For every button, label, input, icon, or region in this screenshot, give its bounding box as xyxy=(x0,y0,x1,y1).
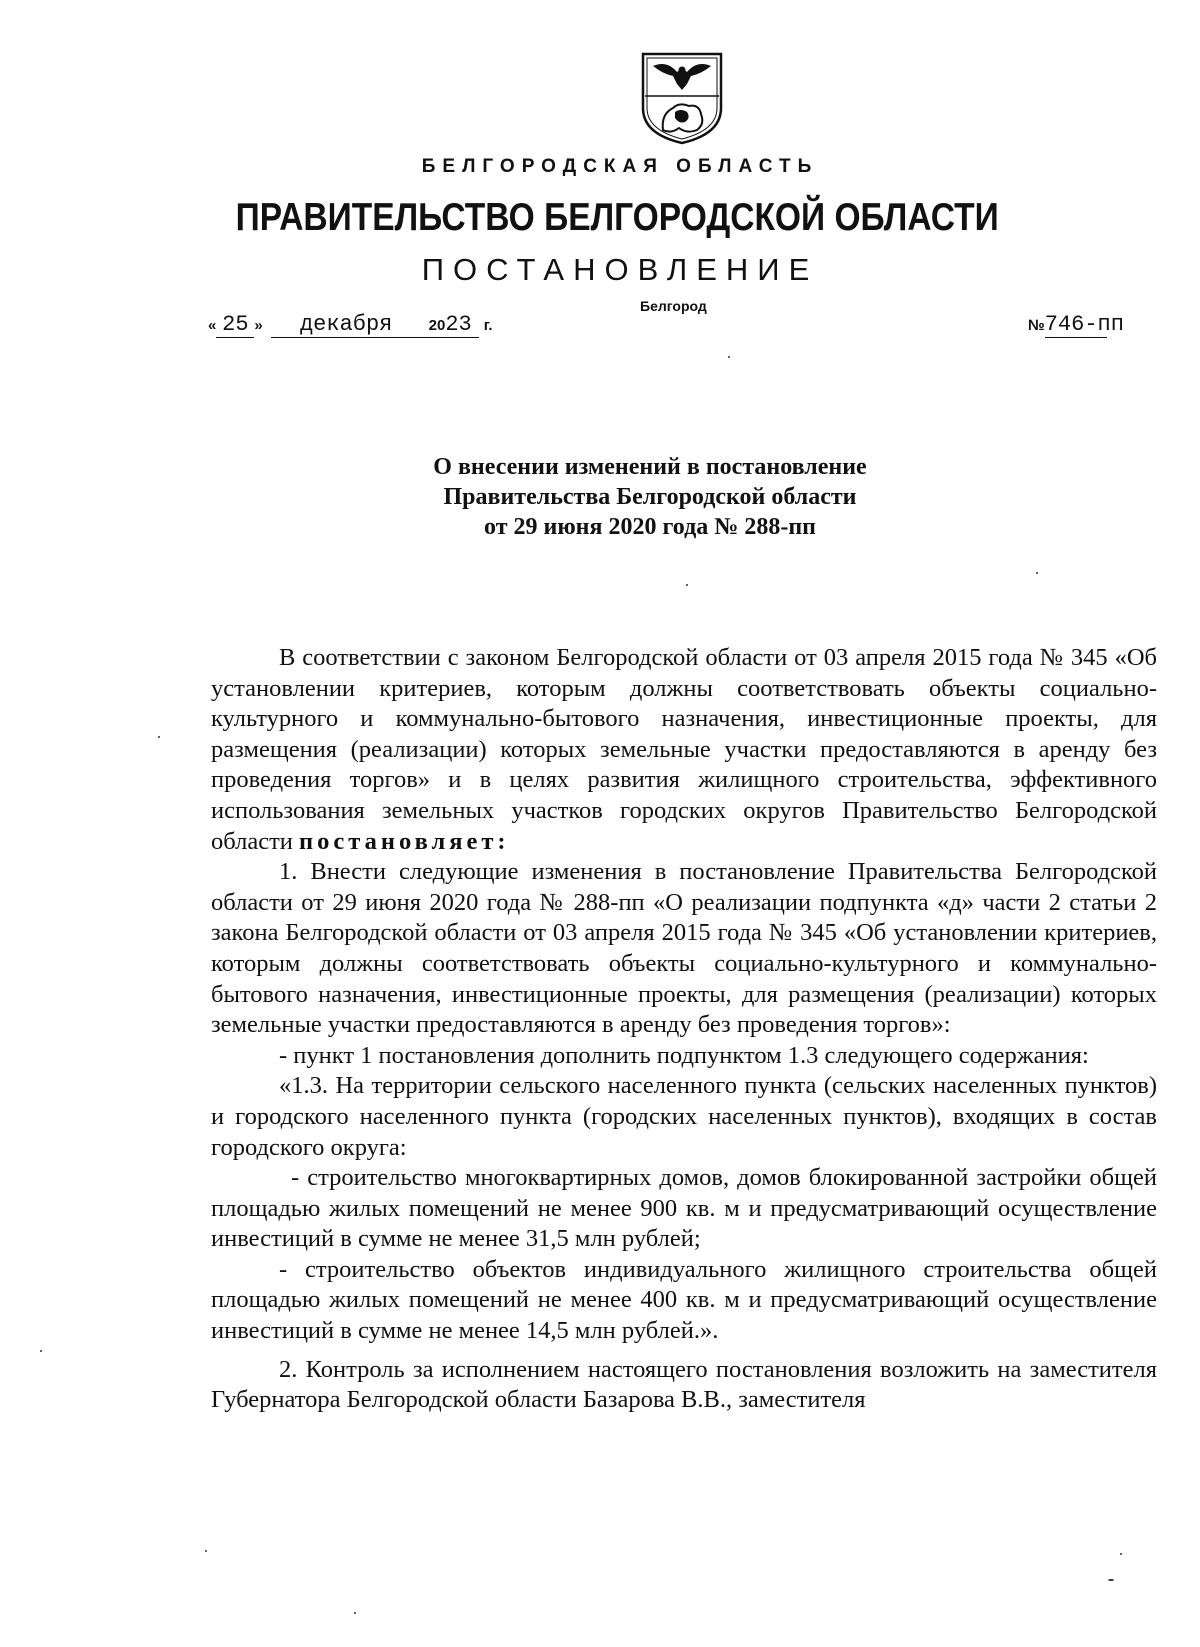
date-year-prefix: 20 xyxy=(428,317,446,334)
title-line-1: О внесении изменений в постановление xyxy=(433,454,867,480)
preamble-verb: постановляет: xyxy=(299,827,510,855)
document-number xyxy=(1028,312,1124,338)
title-line-3: от 29 июня 2020 года № 288-пп xyxy=(484,514,816,540)
scan-speck xyxy=(40,1350,42,1352)
city-name: Белгород xyxy=(640,298,707,314)
scan-speck xyxy=(205,1550,207,1552)
document-title xyxy=(350,452,950,542)
item-1-3: «1.3. На территории сельского населенного пункта (сельских населенных пунктов) и городского населенного пункта (городских населенных пунктов), входящих в состав городского округа: xyxy=(211,1072,1157,1161)
scan-speck xyxy=(158,736,160,738)
document-type: ПОСТАНОВЛЕНИЕ xyxy=(421,252,819,287)
date-day: 25 xyxy=(216,312,254,338)
scan-speck xyxy=(354,1612,356,1614)
document-body xyxy=(211,643,1157,1416)
preamble-text: В соответствии с законом Белгородской области от 03 апреля 2015 года № 345 «Об установлении критериев, которым должны соответствовать объекты социально-культурного и коммунально-бытового назначения, инвестиционные проекты, для размещения (реализации) которых земельные участки предоставляются в аренду без проведения торгов» и в целях развития жилищного строительства, эффективного использования земельных участков городских округов Правительство Белгородской области xyxy=(211,644,1157,855)
number-value: 746-пп xyxy=(1044,312,1124,337)
scan-speck xyxy=(686,584,688,586)
item-1-subpoint: - пункт 1 постановления дополнить подпунктом 1.3 следующего содержания: xyxy=(279,1041,1089,1069)
date-open-quote: « xyxy=(208,317,217,334)
date-month: декабря xyxy=(271,312,421,338)
bullet-1: - строительство многоквартирных домов, домов блокированной застройки общей площадью жилых помещений не менее 900 кв. м и предусматривающий осуществление инвестиций в сумме не менее 31,5 млн рублей; xyxy=(211,1164,1157,1253)
title-line-2: Правительства Белгородской области xyxy=(443,484,857,510)
government-name: ПРАВИТЕЛЬСТВО БЕЛГОРОДСКОЙ ОБЛАСТИ xyxy=(235,196,999,239)
coat-of-arms-emblem xyxy=(639,50,725,146)
document-date xyxy=(208,312,493,338)
number-prefix: № xyxy=(1028,317,1045,334)
item-2: 2. Контроль за исполнением настоящего постановления возложить на заместителя Губернатора Белгородской области Базарова В.В., заместителя xyxy=(211,1355,1157,1414)
date-year-mark: г. xyxy=(483,317,493,334)
scan-speck xyxy=(1108,1579,1114,1581)
preamble-paragraph xyxy=(211,643,1157,857)
date-close-quote: » xyxy=(254,317,263,334)
scan-speck xyxy=(1036,572,1038,574)
bullet-2: - строительство объектов индивидуального жилищного строительства общей площадью жилых помещений не менее 400 кв. м и предусматривающий осуществление инвестиций в сумме не менее 14,5 млн рублей.». xyxy=(211,1255,1157,1345)
date-year-suffix: 23 xyxy=(445,312,472,337)
scan-speck xyxy=(1120,1553,1122,1555)
region-name: БЕЛГОРОДСКАЯ ОБЛАСТЬ xyxy=(421,156,819,177)
scan-speck xyxy=(728,356,730,358)
item-1: 1. Внести следующие изменения в постановление Правительства Белгородской области от 29 июня 2020 года № 288-пп «О реализации подпункта «д» части 2 статьи 2 закона Белгородской области от 03 апреля 2015 года № 345 «Об установлении критериев, которым должны соответствовать объекты социально-культурного и коммунально-бытового назначения, инвестиционные проекты, для размещения (реализации) которых земельные участки предоставляются в аренду без проведения торгов»: xyxy=(211,858,1157,1039)
